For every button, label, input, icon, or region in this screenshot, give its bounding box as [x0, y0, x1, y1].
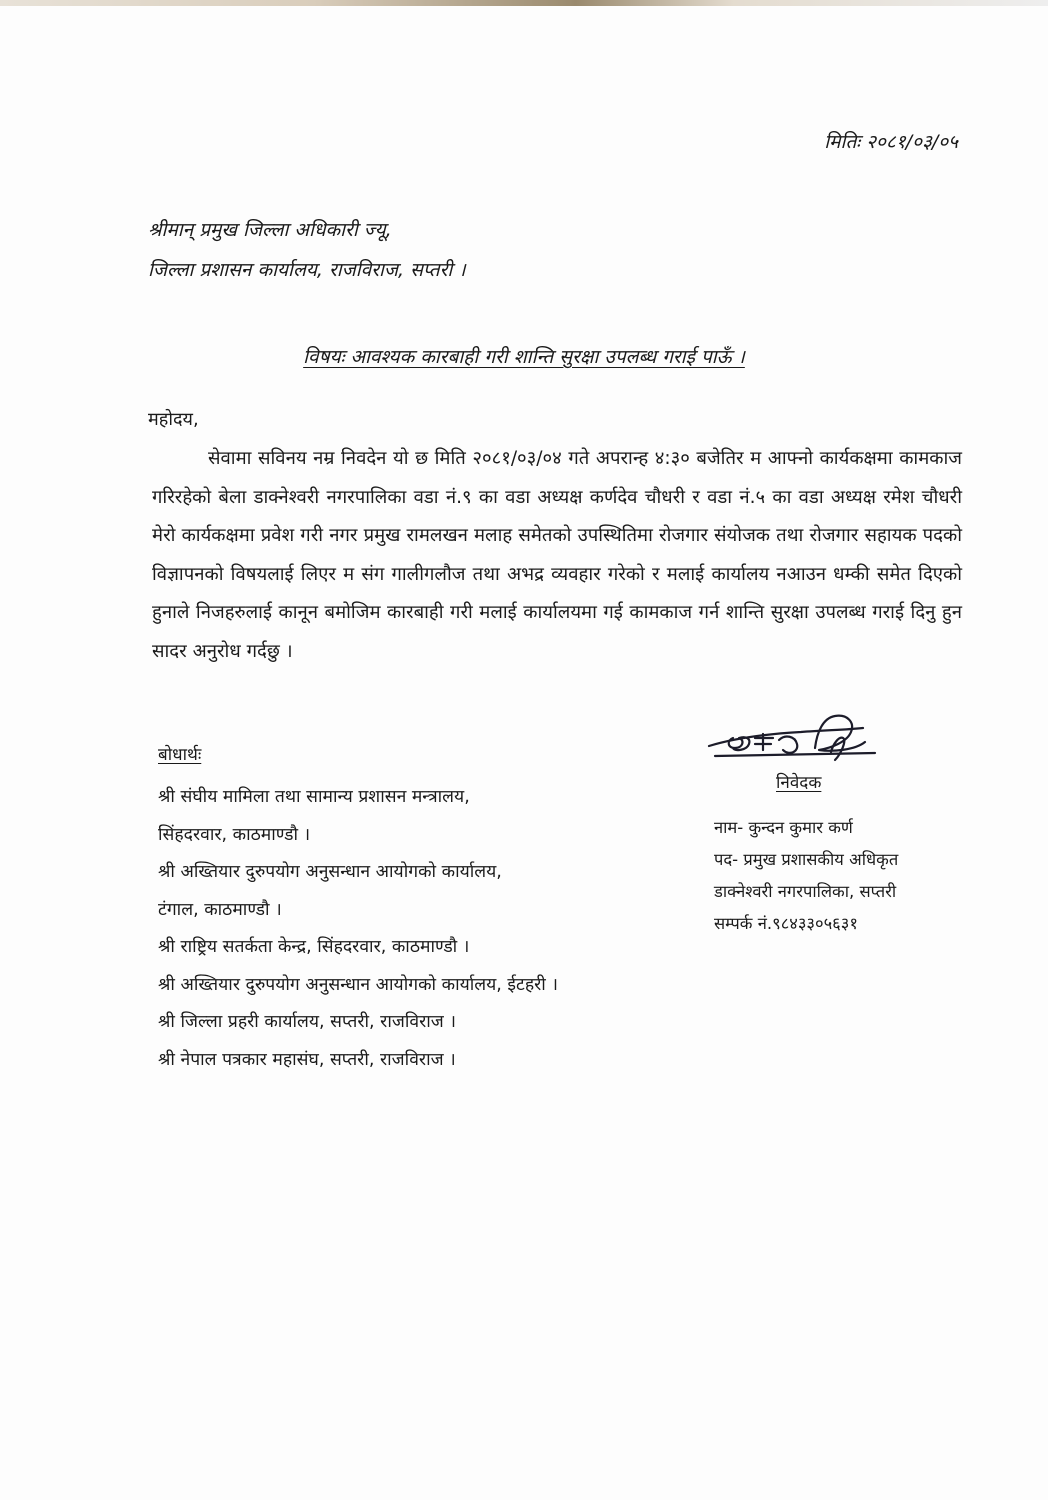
applicant-label: निवेदक: [776, 773, 822, 793]
handwritten-signature: [705, 708, 880, 770]
addressee-block: [148, 210, 466, 290]
sender-post: पद- प्रमुख प्रशासकीय अधिकृत: [714, 850, 899, 869]
cc-line: श्री नेपाल पत्रकार महासंघ, सप्तरी, राजविराज ।: [158, 1049, 456, 1070]
sender-contact: सम्पर्क नं.९८४३३०५६३१: [714, 914, 858, 933]
cc-line: श्री संघीय मामिला तथा सामान्य प्रशासन मन्त्रालय,: [158, 787, 470, 807]
cc-heading: बोधार्थः: [158, 745, 202, 765]
cc-list: [158, 779, 558, 1079]
subject-text: विषयः आवश्यक कारबाही गरी शान्ति सुरक्षा उपलब्ध गराई पाऊँ ।: [303, 346, 745, 368]
cc-line: श्री अख्तियार दुरुपयोग अनुसन्धान आयोगको कार्यालय,: [158, 862, 502, 882]
salutation: महोदय,: [148, 409, 199, 430]
cc-line: श्री अख्तियार दुरुपयोग अनुसन्धान आयोगको कार्यालय, ईटहरी ।: [158, 974, 559, 995]
addressee-line-2: जिल्ला प्रशासन कार्यालय, राजविराज, सप्तरी ।: [148, 259, 466, 281]
subject-line: [0, 343, 1048, 369]
sender-office: डाक्नेश्वरी नगरपालिका, सप्तरी: [714, 882, 897, 901]
sender-name: नाम- कुन्दन कुमार कर्ण: [714, 818, 853, 837]
addressee-line-1: श्रीमान् प्रमुख जिल्ला अधिकारी ज्यू,: [148, 219, 392, 241]
scanned-page-edge: [0, 0, 1048, 6]
sender-details: [714, 812, 898, 940]
letter-body: सेवामा सविनय नम्र निवदेन यो छ मिति २०८१/०३/०४ गते अपरान्ह ४:३० बजेतिर म आफ्नो कार्यकक्षमा कामकाज गरिरहेको बेला डाक्नेश्वरी नगरपालिका वडा नं.९ का वडा अध्यक्ष कर्णदेव चौधरी र वडा नं.५ का वडा अध्यक्ष रमेश चौधरी मेरो कार्यकक्षमा प्रवेश गरी नगर प्रमुख रामलखन मलाह समेतको उपस्थितिमा रोजगार संयोजक तथा रोजगार सहायक पदको विज्ञापनको विषयलाई लिएर म संग गालीगलौज तथा अभद्र व्यवहार गरेको र मलाई कार्यालय नआउन धम्की समेत दिएको हुनाले निजहरुलाई कानून बमोजिम कारबाही गरी मलाई कार्यालयमा गई कामकाज गर्न शान्ति सुरक्षा उपलब्ध गराई दिनु हुन सादर अनुरोध गर्दछु ।: [152, 448, 963, 662]
letter-date: मितिः २०८१/०३/०५: [824, 131, 958, 153]
cc-line: श्री जिल्ला प्रहरी कार्यालय, सप्तरी, राजविराज ।: [158, 1012, 456, 1032]
cc-line: टंगाल, काठमाण्डौ ।: [158, 899, 282, 920]
cc-line: सिंहदरवार, काठमाण्डौ ।: [158, 824, 311, 845]
cc-line: श्री राष्ट्रिय सतर्कता केन्द्र, सिंहदरवार, काठमाण्डौ ।: [158, 937, 470, 957]
